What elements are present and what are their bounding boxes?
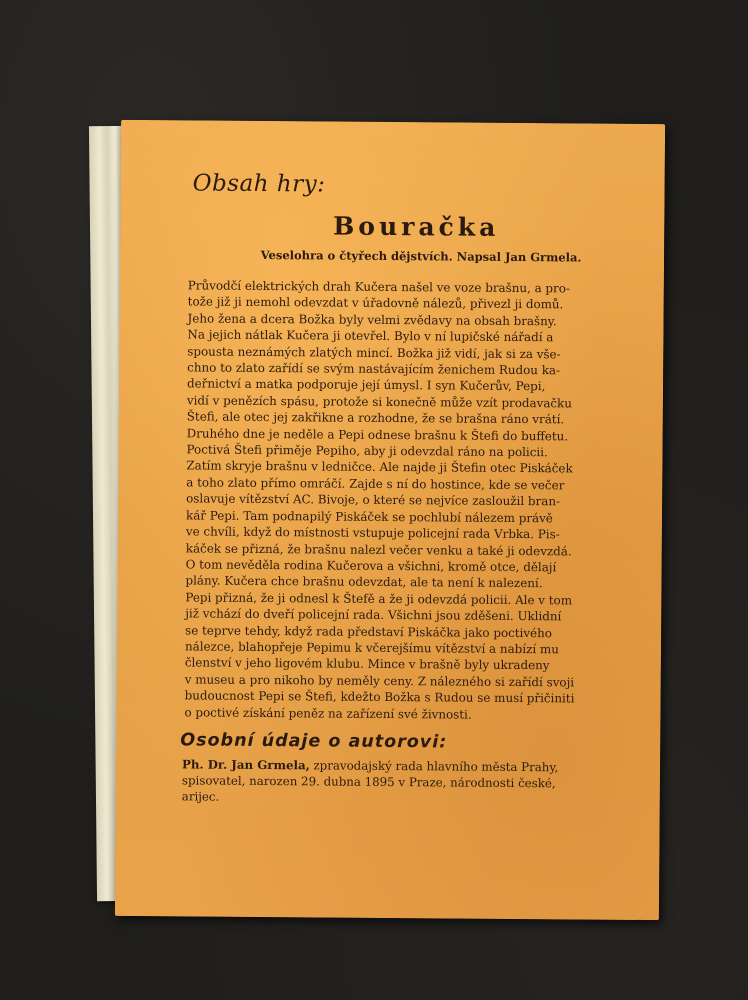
synopsis-line: se teprve tehdy, když rada představí Piskáčka jako poctivého [185,622,553,640]
synopsis-line: členství v jeho ligovém klubu. Mince v brašně byly ukradeny [184,655,550,673]
synopsis-line: Pepi přizná, že ji odnesl k Štefě a že ji odevzdá policii. Ale v tom [185,590,573,608]
synopsis-line: Druhého dne je neděle a Pepi odnese brašnu k Štefi do buffetu. [186,426,569,444]
author-name: Ph. Dr. Jan Grmela, [182,757,310,773]
synopsis-line: Poctivá Štefi přiměje Pepiho, aby ji odevzdal ráno na policii. [186,442,548,460]
synopsis-line: spousta neznámých zlatých mincí. Božka již vidí, jak si za vše- [187,344,561,361]
synopsis-line: oslavuje vítězství AC. Bivoje, o které se nejvíce zasloužil bran- [186,491,561,509]
author-line-text: zpravodajský rada hlavního města Prahy, [313,758,559,775]
synopsis-line: O tom nevěděla rodina Kučerova a všichni, kromě otce, dělají [185,557,557,575]
synopsis-line: plány. Kučera chce brašnu odevzdat, ale ta není k nalezení. [185,573,543,591]
synopsis-line: ve chvíli, když do místnosti vstupuje policejní rada Vrbka. Pis- [185,524,560,542]
synopsis-line: Průvodčí elektrických drah Kučera našel ve voze brašnu, a pro- [187,278,571,296]
synopsis-line: již vchází do dveří policejní rada. Všichni jsou zděšeni. Uklidní [185,606,562,624]
play-title: Bouračka [333,211,500,242]
synopsis-line: káček se přizná, že brašnu nalezl večer venku a také ji odevzdá. [185,540,572,558]
synopsis-line: tože již ji nemohl odevzdat v úřadovně nálezů, přivezl ji domů. [187,294,564,312]
synopsis-line: deřnictví a matka podporuje její úmysl. I syn Kučerův, Pepi, [187,376,546,394]
author-line: spisovatel, narozen 29. dubna 1895 v Praze, národnosti české, [181,773,556,791]
synopsis-line: vidí v penězích spásu, protože si konečně může vzít prodavačku [186,393,573,411]
synopsis-line: v museu a pro nikoho by neměly ceny. Z nálezného si zařídí svoji [184,672,575,690]
synopsis-line: nálezce, blahopřeje Pepimu k včerejšímu vítězství a nabízí mu [184,639,559,657]
synopsis-line: Štefi, ale otec jej zakřikne a rozhodne, že se brašna ráno vrátí. [186,409,565,427]
author-heading: Osobní údaje o autorovi: [180,730,448,753]
synopsis-line: o poctivé získání peněz na zařízení své živnosti. [184,704,472,722]
play-subtitle: Veselohra o čtyřech dějstvích. Napsal Jan Grmela. [260,247,582,265]
author-details [182,756,620,807]
synopsis-line: a toho zlato přímo omráčí. Zajde s ní do hostince, kde se večer [186,475,565,493]
synopsis-line: chno to zlato zařídí se svým nastávajícím ženichem Rudou ka- [187,360,561,378]
cover-content [180,170,625,807]
synopsis-line: budoucnost Pepi se Štefi, kdežto Božka s Rudou se musí přičiniti [184,688,575,706]
synopsis-line: Na jejich nátlak Kučera ji otevřel. Bylo v ní lupičské nářadí a [187,327,554,345]
synopsis-line: kář Pepi. Tam podnapilý Piskáček se pochlubí nálezem právě [185,508,553,525]
synopsis-text [184,277,623,723]
author-line: arijec. [181,789,220,804]
book-back-cover [115,120,665,920]
synopsis-line: Jeho žena a dcera Božka byly velmi zvědavy na obsah brašny. [187,311,557,329]
contents-heading: Obsah hry: [192,170,326,198]
synopsis-line: Zatím skryje brašnu v ledničce. Ale najde ji Štefin otec Piskáček [186,458,573,476]
